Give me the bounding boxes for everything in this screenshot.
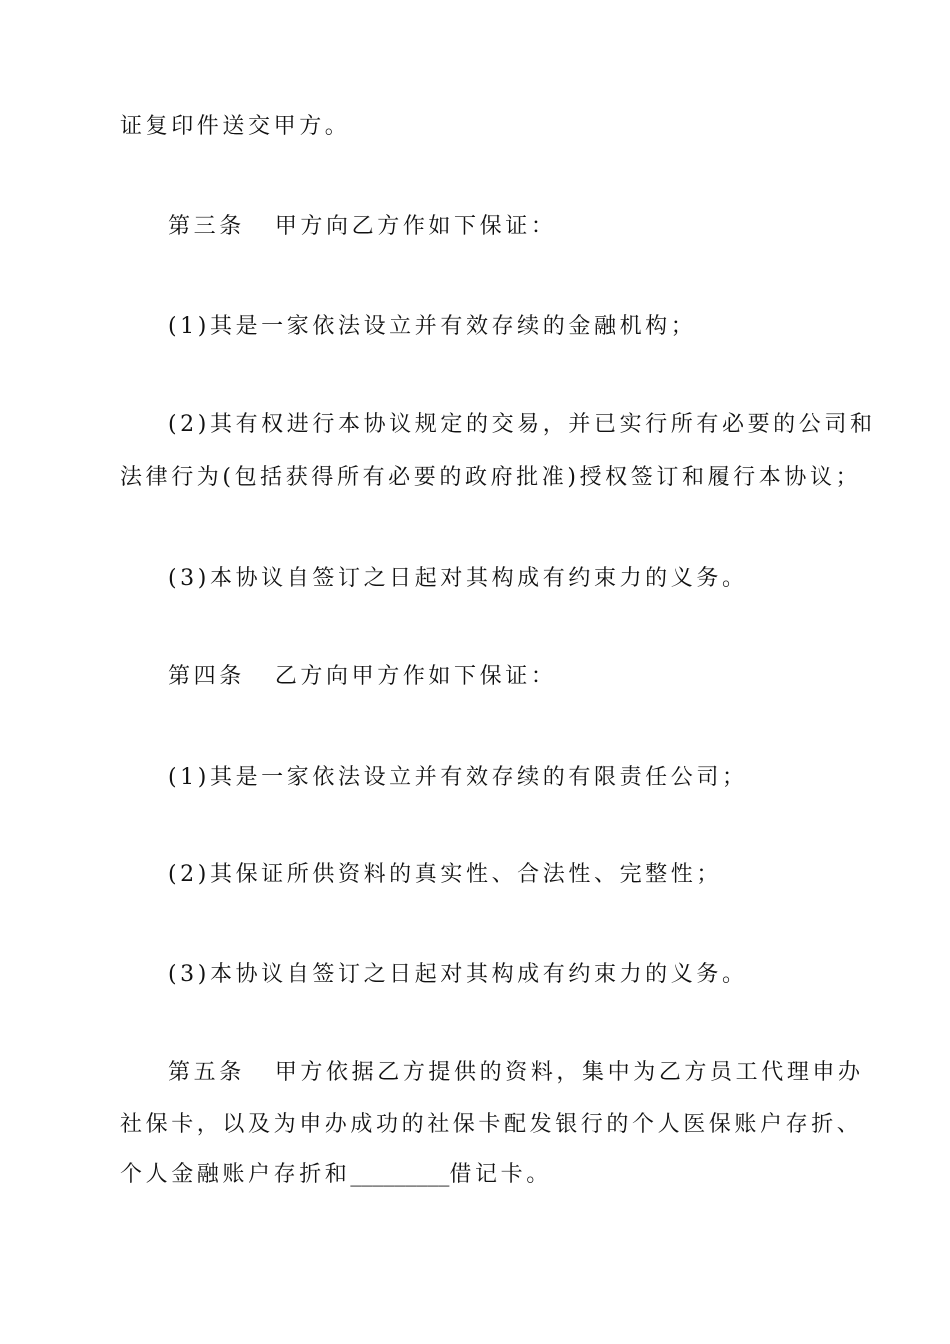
text: (2)其有权进行本协议规定的交易，并已实行所有必要的公司和 xyxy=(168,412,876,437)
text: 借记卡。 xyxy=(449,1162,552,1187)
text: 社保卡，以及为申办成功的社保卡配发银行的个人医保账户存折、 xyxy=(120,1112,863,1137)
article-number: 第五条 xyxy=(168,1060,245,1085)
clause-line-continued xyxy=(120,463,861,493)
text: 法律行为(包括获得所有必要的政府批准)授权签订和履行本协议； xyxy=(120,465,862,490)
paragraph-line xyxy=(120,1160,552,1190)
text: (3)本协议自签订之日起对其构成有约束力的义务。 xyxy=(168,962,748,987)
clause-line xyxy=(168,564,748,594)
article-3-heading xyxy=(168,212,556,242)
article-4-heading xyxy=(168,662,556,692)
clause-line xyxy=(168,410,876,440)
article-5-heading xyxy=(168,1058,864,1088)
article-text: 乙方向甲方作如下保证： xyxy=(274,664,557,689)
paragraph-line xyxy=(120,1110,862,1140)
article-text: 甲方依据乙方提供的资料，集中为乙方员工代理申办 xyxy=(274,1060,864,1085)
article-text: 甲方向乙方作如下保证： xyxy=(274,214,557,239)
text: (2)其保证所供资料的真实性、合法性、完整性； xyxy=(168,862,722,887)
paragraph-line xyxy=(120,112,350,142)
text: (3)本协议自签订之日起对其构成有约束力的义务。 xyxy=(168,566,748,591)
clause-line xyxy=(168,312,696,342)
clause-line xyxy=(168,763,748,793)
fill-in-blank: _________ xyxy=(350,1162,450,1187)
text: 个人金融账户存折和 xyxy=(120,1162,351,1187)
text: (1)其是一家依法设立并有效存续的有限责任公司； xyxy=(168,765,748,790)
text: (1)其是一家依法设立并有效存续的金融机构； xyxy=(168,314,697,339)
clause-line xyxy=(168,960,748,990)
clause-line xyxy=(168,860,722,890)
article-number: 第四条 xyxy=(168,664,245,689)
article-number: 第三条 xyxy=(168,214,245,239)
text: 证复印件送交甲方。 xyxy=(120,114,351,139)
